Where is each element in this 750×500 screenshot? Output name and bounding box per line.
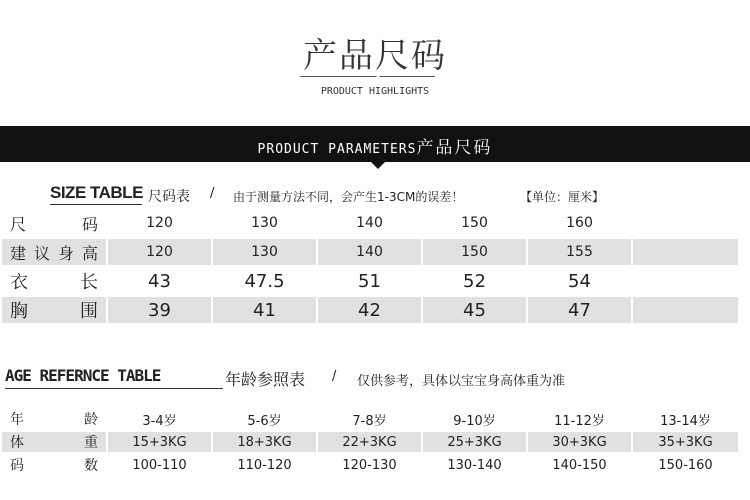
size-table-row-label	[2, 210, 106, 236]
size-table-row-label	[2, 297, 106, 323]
age-table-row-label	[2, 409, 106, 429]
size-table-row-label-char: 尺	[10, 214, 27, 234]
banner-title-en: PRODUCT PARAMETERS	[257, 142, 417, 157]
age-table-row-label-char: 重	[84, 435, 98, 451]
size-label-underline	[50, 204, 142, 205]
age-table-cell: 18+3KG	[213, 432, 316, 452]
age-table-cell: 130-140	[423, 455, 526, 475]
size-table-row-label-char: 衣	[10, 272, 28, 293]
age-table-cell: 35+3KG	[633, 432, 738, 452]
size-table-row-label-char: 高	[81, 243, 98, 263]
size-table-row-label-char: 议	[33, 243, 50, 263]
size-table-cell: 155	[528, 239, 631, 265]
age-table-cell: 100-110	[108, 455, 211, 475]
size-table-cell: 140	[318, 239, 421, 265]
size-table-cell: 120	[108, 210, 211, 236]
age-table-row-label-char: 龄	[84, 412, 98, 428]
age-note: 仅供参考，具体以宝宝身高体重为准	[357, 374, 566, 389]
title-divider-notch	[372, 72, 384, 78]
age-table-row	[2, 432, 738, 452]
size-table-cell: 52	[423, 268, 526, 294]
size-table-label-cn: 尺码表	[148, 189, 190, 205]
age-table-cell: 13-14岁	[633, 409, 738, 429]
age-table-row-label	[2, 455, 106, 475]
size-table-cell: 47	[528, 297, 631, 323]
size-unit: 【单位：厘米】	[520, 190, 605, 204]
age-table-cell: 9-10岁	[423, 409, 526, 429]
size-table-cell: 47.5	[213, 268, 316, 294]
size-table-cell: 39	[108, 297, 211, 323]
size-table-cell	[633, 268, 738, 294]
size-table-row-label-char: 围	[80, 301, 98, 322]
size-table-row	[2, 239, 738, 265]
age-table-cell: 25+3KG	[423, 432, 526, 452]
age-table-row	[2, 409, 738, 429]
size-table-cell: 150	[423, 210, 526, 236]
size-table-cell	[633, 210, 738, 236]
title-divider	[300, 76, 435, 77]
age-table-row-label-char: 码	[10, 458, 24, 474]
age-table-cell: 140-150	[528, 455, 631, 475]
size-table-cell: 51	[318, 268, 421, 294]
age-table-cell: 150-160	[633, 455, 738, 475]
size-table-cell: 41	[213, 297, 316, 323]
size-table-cell: 45	[423, 297, 526, 323]
size-table-row-label	[2, 268, 106, 294]
age-table-cell: 11-12岁	[528, 409, 631, 429]
age-table-cell: 30+3KG	[528, 432, 631, 452]
age-label-underline	[5, 388, 223, 389]
size-table-row	[2, 210, 738, 236]
size-table-cell: 140	[318, 210, 421, 236]
age-table-row-label	[2, 432, 106, 452]
size-table-cell: 130	[213, 239, 316, 265]
size-table-cell	[633, 239, 738, 265]
age-table-cell: 110-120	[213, 455, 316, 475]
age-table-cell: 7-8岁	[318, 409, 421, 429]
banner-caret-icon	[371, 162, 385, 169]
age-table-row-label-char: 体	[10, 435, 24, 451]
age-table-row-label-char: 数	[84, 458, 98, 474]
size-table-row	[2, 297, 738, 323]
size-table-cell	[633, 297, 738, 323]
page-title: 产品尺码	[303, 36, 447, 76]
size-table-cell: 160	[528, 210, 631, 236]
page-subtitle: PRODUCT HIGHLIGHTS	[320, 86, 430, 97]
age-table-cell: 5-6岁	[213, 409, 316, 429]
size-separator: /	[210, 186, 215, 201]
size-table-row-label-char: 胸	[10, 301, 28, 322]
age-separator: /	[332, 369, 337, 384]
age-table-label-cn: 年龄参照表	[225, 370, 306, 389]
age-table-label: AGE REFERNCE TABLE	[5, 366, 161, 385]
age-table-cell: 15+3KG	[108, 432, 211, 452]
age-table	[0, 406, 740, 478]
section-banner-title	[0, 133, 750, 158]
size-note: 由于测量方法不同，会产生1-3CM的误差！	[233, 190, 464, 204]
size-table-cell: 54	[528, 268, 631, 294]
size-table	[0, 207, 740, 326]
age-table-cell: 120-130	[318, 455, 421, 475]
size-table-row	[2, 268, 738, 294]
banner-title-cn: 产品尺码	[416, 138, 493, 158]
size-table-row-label-char: 码	[81, 214, 98, 234]
size-table-cell: 43	[108, 268, 211, 294]
size-table-row-label-char: 长	[80, 272, 98, 293]
size-table-label: SIZE TABLE	[50, 183, 143, 202]
age-table-row-label-char: 年	[10, 412, 24, 428]
size-table-cell: 130	[213, 210, 316, 236]
age-table-row	[2, 455, 738, 475]
size-table-row-label	[2, 239, 106, 265]
size-table-row-label-char: 建	[10, 243, 27, 263]
age-table-cell: 22+3KG	[318, 432, 421, 452]
age-table-cell: 3-4岁	[108, 409, 211, 429]
size-table-row-label-char: 身	[57, 243, 74, 263]
size-table-cell: 120	[108, 239, 211, 265]
size-table-cell: 42	[318, 297, 421, 323]
size-table-cell: 150	[423, 239, 526, 265]
